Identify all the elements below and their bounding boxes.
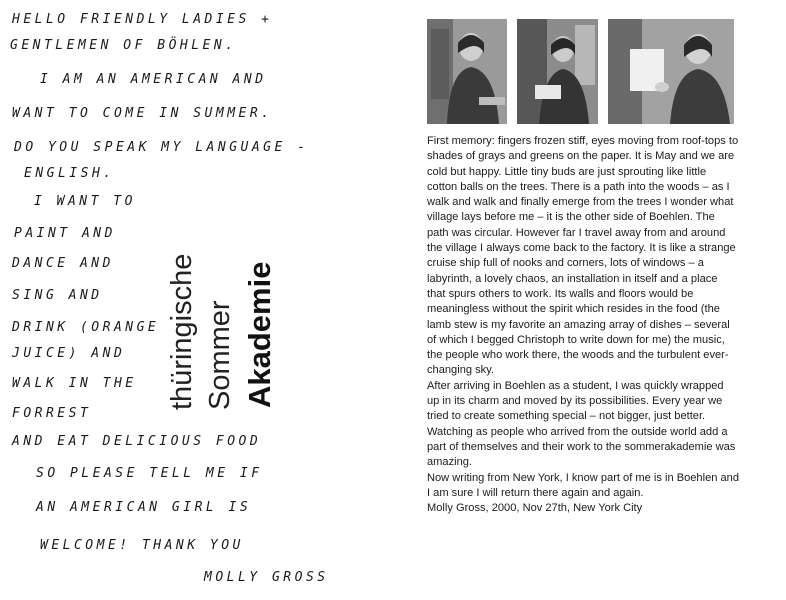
article-paragraph: After arriving in Boehlen as a student, I was quickly wrapped up in its charm and moved by its possibilities. Every year we tried to create something special – not bigger, just better. Watching as people who arrived from the outside world add a part of themselves and their work to the sommerakademie was amazing. bbox=[427, 379, 736, 469]
hand-line: ENGLISH. bbox=[24, 166, 115, 181]
hand-line: FORREST bbox=[12, 406, 92, 421]
hand-line: WANT TO COME IN SUMMER. bbox=[12, 106, 273, 121]
hand-line: WALK IN THE bbox=[12, 376, 137, 391]
hand-line: SING AND bbox=[12, 288, 103, 303]
hand-line: AND EAT DELICIOUS FOOD bbox=[12, 434, 262, 449]
hand-line: HELLO FRIENDLY LADIES + bbox=[12, 12, 273, 27]
title-line-1: thüringische bbox=[166, 253, 198, 410]
hand-line: SO PLEASE TELL ME IF bbox=[36, 466, 263, 481]
title-line-3: Akademie bbox=[242, 261, 277, 408]
hand-line: AN AMERICAN GIRL IS bbox=[36, 500, 252, 515]
hand-line: I WANT TO bbox=[34, 194, 136, 209]
hand-line: DANCE AND bbox=[12, 256, 114, 271]
article-paragraph: Now writing from New York, I know part of me is in Boehlen and I am sure I will return there again and again. bbox=[427, 471, 740, 499]
hand-line: JUICE) AND bbox=[12, 346, 126, 361]
hand-line: PAINT AND bbox=[14, 226, 116, 241]
hand-line: DO YOU SPEAK MY LANGUAGE - bbox=[14, 140, 309, 155]
person-photo-icon bbox=[517, 19, 598, 124]
hand-line: MOLLY GROSS bbox=[204, 570, 329, 585]
title-line-2: Sommer bbox=[204, 300, 236, 410]
person-photo-icon bbox=[427, 19, 507, 124]
person-photo-icon bbox=[608, 19, 734, 124]
hand-line: GENTLEMEN OF BÖHLEN. bbox=[10, 38, 237, 53]
hand-line: DRINK (ORANGE bbox=[12, 320, 160, 335]
photo-2 bbox=[517, 19, 598, 124]
photo-3 bbox=[608, 19, 734, 124]
article-text bbox=[427, 134, 739, 516]
hand-line: I AM AN AMERICAN AND bbox=[40, 72, 267, 87]
article-paragraph: First memory: fingers frozen stiff, eyes moving from roof-tops to shades of grays and greens on the paper. It is May and we are cold but happy. Little tiny buds are just sprouting like little cotton balls on the trees. There is a path into the woods – as I walk and walk and finally emerge from the trees I wonder what village lays before me – it is the other side of Boehlen. The path was circular. However far I travel away from and around the village I always come back to the factory. It is like a strange cruise ship full of nooks and corners, lots of windows – a labyrinth, a lovely chaos, an installation in itself and a place that spurs others to work. Its walls and floors would be meaningless without the spirit which resides in the food (the lamb stew is my favorite an amazing array of dishes – several of which I begged Christoph to write down for me) the music, the people who work there, the woods and the turbulent ever-changing sky. bbox=[427, 135, 739, 377]
hand-line: WELCOME! THANK YOU bbox=[40, 538, 244, 553]
photo-1 bbox=[427, 19, 507, 124]
article-signature: Molly Gross, 2000, Nov 27th, New York City bbox=[427, 502, 643, 515]
